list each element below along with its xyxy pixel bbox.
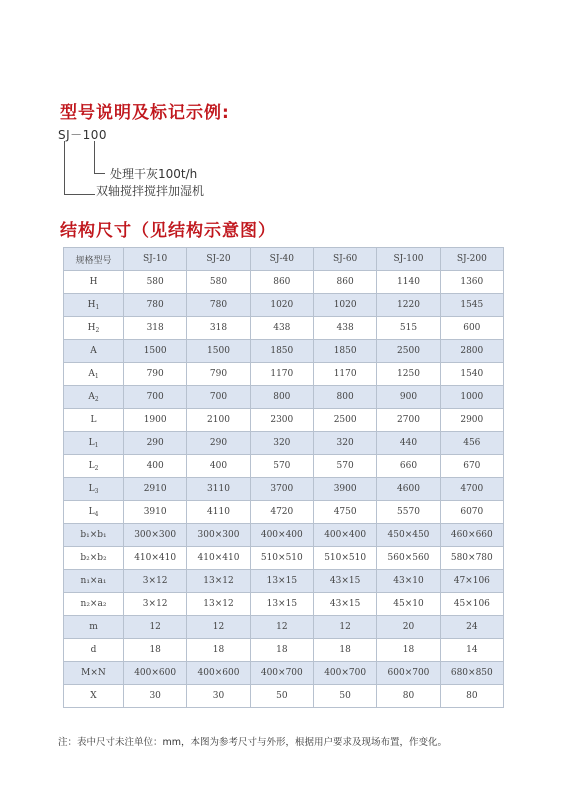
table-cell: 570 xyxy=(313,455,376,478)
table-cell: 1170 xyxy=(313,363,376,386)
row-label xyxy=(64,570,124,593)
section-title-dimensions: 结构尺寸（见结构示意图） xyxy=(60,221,276,241)
table-cell: 400×600 xyxy=(187,662,250,685)
table-cell: 1250 xyxy=(377,363,440,386)
table-cell: 1140 xyxy=(377,271,440,294)
legend-bracket-name xyxy=(64,141,95,195)
row-label-subscript: 1 xyxy=(94,441,99,449)
table-cell: 12 xyxy=(187,616,250,639)
header-model: SJ-60 xyxy=(313,248,376,271)
table-cell: 2500 xyxy=(377,340,440,363)
table-cell: 4600 xyxy=(377,478,440,501)
header-model: SJ-200 xyxy=(440,248,503,271)
table-row xyxy=(64,639,504,662)
table-cell: 660 xyxy=(377,455,440,478)
row-label xyxy=(64,639,124,662)
table-cell: 80 xyxy=(377,685,440,708)
row-label-text: b₂×b₂ xyxy=(80,553,107,563)
table-cell: 780 xyxy=(124,294,187,317)
table-cell: 2100 xyxy=(187,409,250,432)
table-cell: 900 xyxy=(377,386,440,409)
table-cell: 1360 xyxy=(440,271,503,294)
table-cell: 12 xyxy=(250,616,313,639)
row-label-text: X xyxy=(90,691,97,701)
row-label xyxy=(64,386,124,409)
table-cell: 400 xyxy=(187,455,250,478)
table-cell: 318 xyxy=(124,317,187,340)
table-row xyxy=(64,616,504,639)
table-row xyxy=(64,685,504,708)
table-cell: 5570 xyxy=(377,501,440,524)
row-label-text: A xyxy=(90,346,97,356)
row-label-subscript: 2 xyxy=(94,464,99,472)
table-cell: 4110 xyxy=(187,501,250,524)
table-cell: 45×106 xyxy=(440,593,503,616)
row-label xyxy=(64,455,124,478)
table-cell: 1020 xyxy=(313,294,376,317)
table-cell: 800 xyxy=(313,386,376,409)
table-row xyxy=(64,524,504,547)
header-model: SJ-40 xyxy=(250,248,313,271)
table-row xyxy=(64,317,504,340)
table-cell: 1850 xyxy=(313,340,376,363)
table-cell: 438 xyxy=(250,317,313,340)
table-cell: 400 xyxy=(124,455,187,478)
row-label xyxy=(64,662,124,685)
table-cell: 2300 xyxy=(250,409,313,432)
header-spec-model: 规格型号 xyxy=(64,248,124,271)
row-label-subscript: 1 xyxy=(95,303,100,311)
row-label-text: A xyxy=(88,391,95,402)
table-cell: 2910 xyxy=(124,478,187,501)
row-label xyxy=(64,340,124,363)
table-header-row xyxy=(64,248,504,271)
table-cell: 580 xyxy=(124,271,187,294)
table-cell: 410×410 xyxy=(124,547,187,570)
table-cell: 43×15 xyxy=(313,570,376,593)
table-cell: 510×510 xyxy=(250,547,313,570)
row-label-text: d xyxy=(90,645,97,655)
table-cell: 790 xyxy=(124,363,187,386)
row-label xyxy=(64,271,124,294)
table-cell: 440 xyxy=(377,432,440,455)
row-label-text: L xyxy=(88,483,95,494)
row-label-text: b₁×b₁ xyxy=(80,530,107,540)
row-label-text: L xyxy=(90,415,97,425)
table-cell: 670 xyxy=(440,455,503,478)
table-row xyxy=(64,271,504,294)
table-cell: 13×12 xyxy=(187,570,250,593)
header-model: SJ-10 xyxy=(124,248,187,271)
table-cell: 3×12 xyxy=(124,593,187,616)
table-cell: 510×510 xyxy=(313,547,376,570)
table-cell: 438 xyxy=(313,317,376,340)
row-label xyxy=(64,409,124,432)
table-cell: 320 xyxy=(313,432,376,455)
table-cell: 2800 xyxy=(440,340,503,363)
section-title-model-explanation: 型号说明及标记示例: xyxy=(60,103,230,123)
row-label-subscript: 3 xyxy=(94,487,99,495)
row-label-text: H xyxy=(87,322,96,333)
table-cell: 580 xyxy=(187,271,250,294)
row-label xyxy=(64,547,124,570)
table-cell: 14 xyxy=(440,639,503,662)
table-cell: 6070 xyxy=(440,501,503,524)
header-model: SJ-100 xyxy=(377,248,440,271)
table-cell: 860 xyxy=(313,271,376,294)
table-cell: 43×10 xyxy=(377,570,440,593)
table-cell: 18 xyxy=(250,639,313,662)
row-label xyxy=(64,501,124,524)
row-label-text: H xyxy=(89,277,98,287)
table-cell: 80 xyxy=(440,685,503,708)
table-cell: 12 xyxy=(313,616,376,639)
row-label-text: L xyxy=(88,437,95,448)
table-cell: 13×12 xyxy=(187,593,250,616)
legend-machine-name: 双轴搅拌搅拌加湿机 xyxy=(96,184,205,198)
table-cell: 460×660 xyxy=(440,524,503,547)
table-row xyxy=(64,294,504,317)
table-cell: 18 xyxy=(124,639,187,662)
table-cell: 3×12 xyxy=(124,570,187,593)
table-cell: 13×15 xyxy=(250,570,313,593)
table-cell: 13×15 xyxy=(250,593,313,616)
header-model: SJ-20 xyxy=(187,248,250,271)
table-cell: 1850 xyxy=(250,340,313,363)
table-cell: 18 xyxy=(377,639,440,662)
table-cell: 3700 xyxy=(250,478,313,501)
row-label-text: H xyxy=(87,299,96,310)
table-cell: 4750 xyxy=(313,501,376,524)
table-cell: 1500 xyxy=(187,340,250,363)
table-cell: 12 xyxy=(124,616,187,639)
table-cell: 1020 xyxy=(250,294,313,317)
table-cell: 400×400 xyxy=(250,524,313,547)
table-cell: 30 xyxy=(187,685,250,708)
table-cell: 24 xyxy=(440,616,503,639)
row-label-text: n₁×a₁ xyxy=(80,576,107,586)
table-cell: 800 xyxy=(250,386,313,409)
table-row xyxy=(64,432,504,455)
row-label xyxy=(64,317,124,340)
table-cell: 860 xyxy=(250,271,313,294)
table-cell: 780 xyxy=(187,294,250,317)
table-row xyxy=(64,478,504,501)
table-cell: 45×10 xyxy=(377,593,440,616)
table-row xyxy=(64,501,504,524)
legend-capacity: 处理干灰100t/h xyxy=(110,167,198,181)
row-label xyxy=(64,478,124,501)
table-cell: 1170 xyxy=(250,363,313,386)
table-row xyxy=(64,662,504,685)
table-cell: 1900 xyxy=(124,409,187,432)
table-cell: 570 xyxy=(250,455,313,478)
legend-bracket-capacity xyxy=(94,141,105,174)
row-label-text: L xyxy=(88,506,95,517)
row-label xyxy=(64,616,124,639)
row-label-subscript: 2 xyxy=(94,395,99,403)
table-cell: 50 xyxy=(313,685,376,708)
row-label-text: m xyxy=(89,622,98,632)
table-cell: 290 xyxy=(187,432,250,455)
table-cell: 680×850 xyxy=(440,662,503,685)
table-cell: 700 xyxy=(187,386,250,409)
table-row xyxy=(64,340,504,363)
table-cell: 580×780 xyxy=(440,547,503,570)
table-cell: 400×400 xyxy=(313,524,376,547)
row-label-text: A xyxy=(88,368,95,379)
row-label xyxy=(64,524,124,547)
table-cell: 30 xyxy=(124,685,187,708)
table-cell: 410×410 xyxy=(187,547,250,570)
row-label xyxy=(64,593,124,616)
table-cell: 1500 xyxy=(124,340,187,363)
table-cell: 4700 xyxy=(440,478,503,501)
table-cell: 50 xyxy=(250,685,313,708)
table-cell: 47×106 xyxy=(440,570,503,593)
table-cell: 600 xyxy=(440,317,503,340)
table-cell: 2500 xyxy=(313,409,376,432)
row-label-text: L xyxy=(88,460,95,471)
table-cell: 515 xyxy=(377,317,440,340)
table-row xyxy=(64,455,504,478)
table-cell: 400×700 xyxy=(313,662,376,685)
table-row xyxy=(64,386,504,409)
row-label xyxy=(64,685,124,708)
table-cell: 560×560 xyxy=(377,547,440,570)
table-cell: 700 xyxy=(124,386,187,409)
table-cell: 1220 xyxy=(377,294,440,317)
row-label-text: M×N xyxy=(81,668,106,678)
table-cell: 18 xyxy=(313,639,376,662)
footnote: 注：表中尺寸未注单位：mm，本图为参考尺寸与外形，根据用户要求及现场布置，作变化。 xyxy=(58,737,448,748)
table-cell: 300×300 xyxy=(124,524,187,547)
table-cell: 3110 xyxy=(187,478,250,501)
table-cell: 400×600 xyxy=(124,662,187,685)
table-cell: 1000 xyxy=(440,386,503,409)
table-cell: 3900 xyxy=(313,478,376,501)
dimensions-table xyxy=(63,247,504,708)
table-cell: 600×700 xyxy=(377,662,440,685)
row-label xyxy=(64,363,124,386)
table-cell: 450×450 xyxy=(377,524,440,547)
table-cell: 20 xyxy=(377,616,440,639)
row-label-subscript: 1 xyxy=(94,372,99,380)
table-cell: 2700 xyxy=(377,409,440,432)
table-row xyxy=(64,570,504,593)
table-cell: 300×300 xyxy=(187,524,250,547)
table-cell: 290 xyxy=(124,432,187,455)
table-row xyxy=(64,409,504,432)
table-row xyxy=(64,593,504,616)
table-cell: 2900 xyxy=(440,409,503,432)
table-cell: 4720 xyxy=(250,501,313,524)
table-cell: 400×700 xyxy=(250,662,313,685)
table-cell: 790 xyxy=(187,363,250,386)
table-cell: 320 xyxy=(250,432,313,455)
table-cell: 1540 xyxy=(440,363,503,386)
table-cell: 318 xyxy=(187,317,250,340)
table-cell: 3910 xyxy=(124,501,187,524)
row-label-subscript: 4 xyxy=(94,510,99,518)
row-label xyxy=(64,432,124,455)
table-row xyxy=(64,547,504,570)
row-label xyxy=(64,294,124,317)
table-row xyxy=(64,363,504,386)
row-label-subscript: 2 xyxy=(95,326,100,334)
table-cell: 1545 xyxy=(440,294,503,317)
model-code-example: SJ－100 xyxy=(58,128,108,142)
table-cell: 456 xyxy=(440,432,503,455)
row-label-text: n₂×a₂ xyxy=(80,599,107,609)
table-cell: 43×15 xyxy=(313,593,376,616)
table-cell: 18 xyxy=(187,639,250,662)
